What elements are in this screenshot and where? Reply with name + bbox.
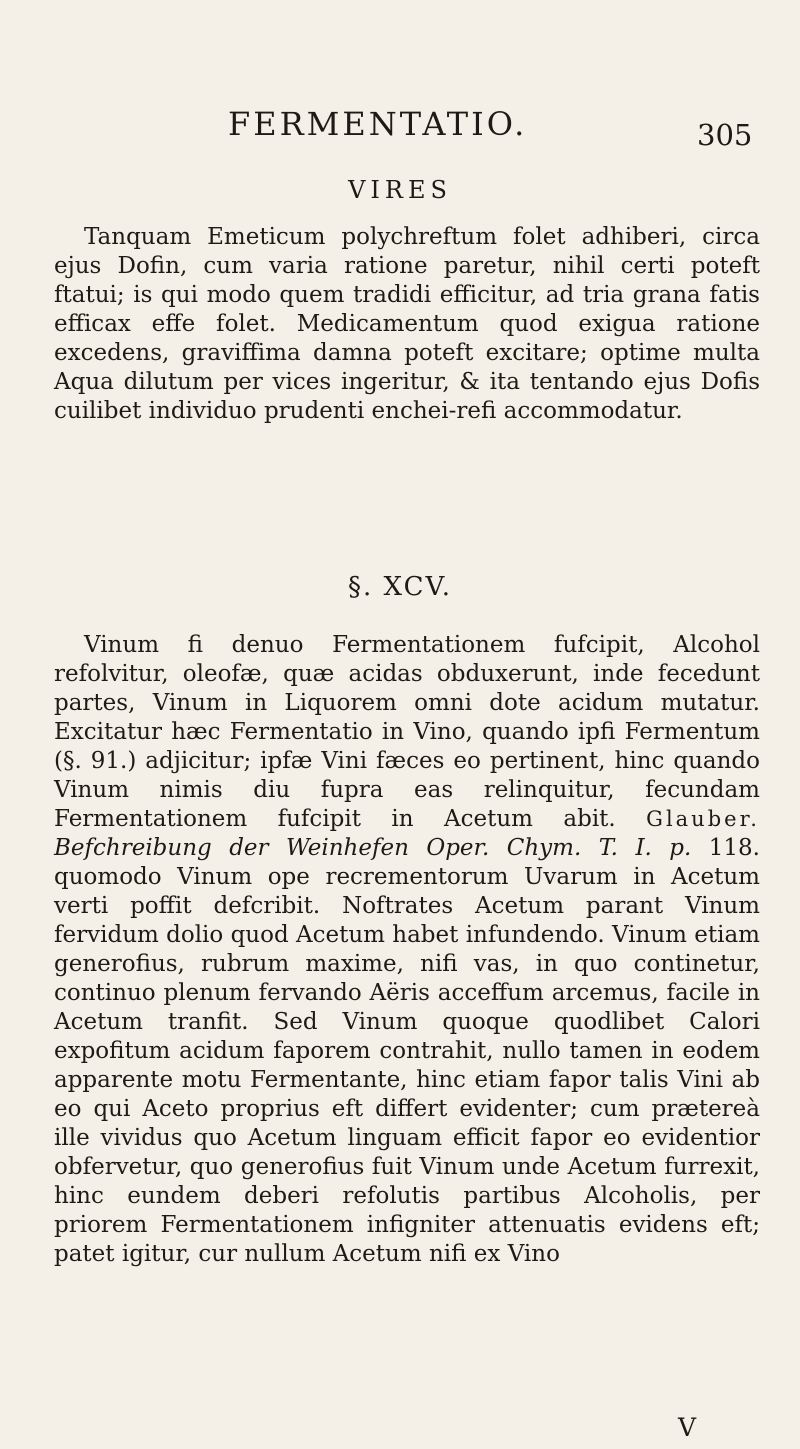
paragraph-xcv-part1: Vinum fi denuo Fermentationem fufcipit, Alcohol refolvitur, oleofæ, quæ acidas obduxerunt, inde fecedunt partes, Vinum in Liquorem omni dote acidum mutatur. Excitatur hæc Fermentatio in Vino, quando ipfi Fermentum (§. 91.) adjicitur; ipfæ Vini fæces eo pertinent, hinc quando Vinum nimis diu fupra eas relinquitur, fecundam Fermentationem fufcipit in Acetum abit. — [54, 632, 760, 832]
paragraph-vires: Tanquam Emeticum polychreftum folet adhiberi, circa ejus Dofin, cum varia ratione paretur, nihil certi poteft ftatui; is qui modo quem tradidi efficitur, ad tria grana fatis efficax effe folet. Medicamentum quod exigua ratione excedens, graviffima damna poteft excitare; optime multa Aqua dilutum per vices ingeritur, & ita tentando ejus Dofis cuilibet individuo prudenti enchei-refi accommodatur. — [54, 224, 760, 424]
page-number: 305 — [697, 118, 753, 152]
running-title: FERMENTATIO. — [228, 105, 528, 143]
cited-title: Befchreibung der Weinhefen Oper. Chym. T. I. p. — [54, 835, 692, 861]
author-name: Glauber. — [646, 807, 760, 831]
paragraph-xcv-part2: 118. quomodo Vinum ope recrementorum Uvarum in Acetum verti poffit defcribit. Noftrates Acetum parant Vinum fervidum dolio quod Acetum habet infundendo. Vinum etiam generofius, rubrum maxime, nifi vas, in quo continetur, continuo plenum fervando Aëris acceffum arcemus, facile in Acetum tranfit. Sed Vinum quoque quodlibet Calori expofitum acidum faporem contrahit, nullo tamen in eodem apparente motu Fermentante, hinc etiam fapor talis Vini ab eo qui Aceto proprius eft differt evidenter; cum prætereà ille vividus quo Acetum linguam efficit fapor eo evidentior obfervetur, quo generofius fuit Vinum unde Acetum furrexit, hinc eundem deberi refolutis partibus Alcoholis, per priorem Fermentationem infigniter attenuatis evidens eft; patet igitur, cur nullum Acetum nifi ex Vino — [54, 835, 760, 1267]
catchword: V — [678, 1413, 697, 1442]
paragraph-xcv — [54, 631, 760, 1269]
section-title: VIRES — [348, 176, 452, 204]
section-number: §. XCV. — [348, 572, 452, 602]
